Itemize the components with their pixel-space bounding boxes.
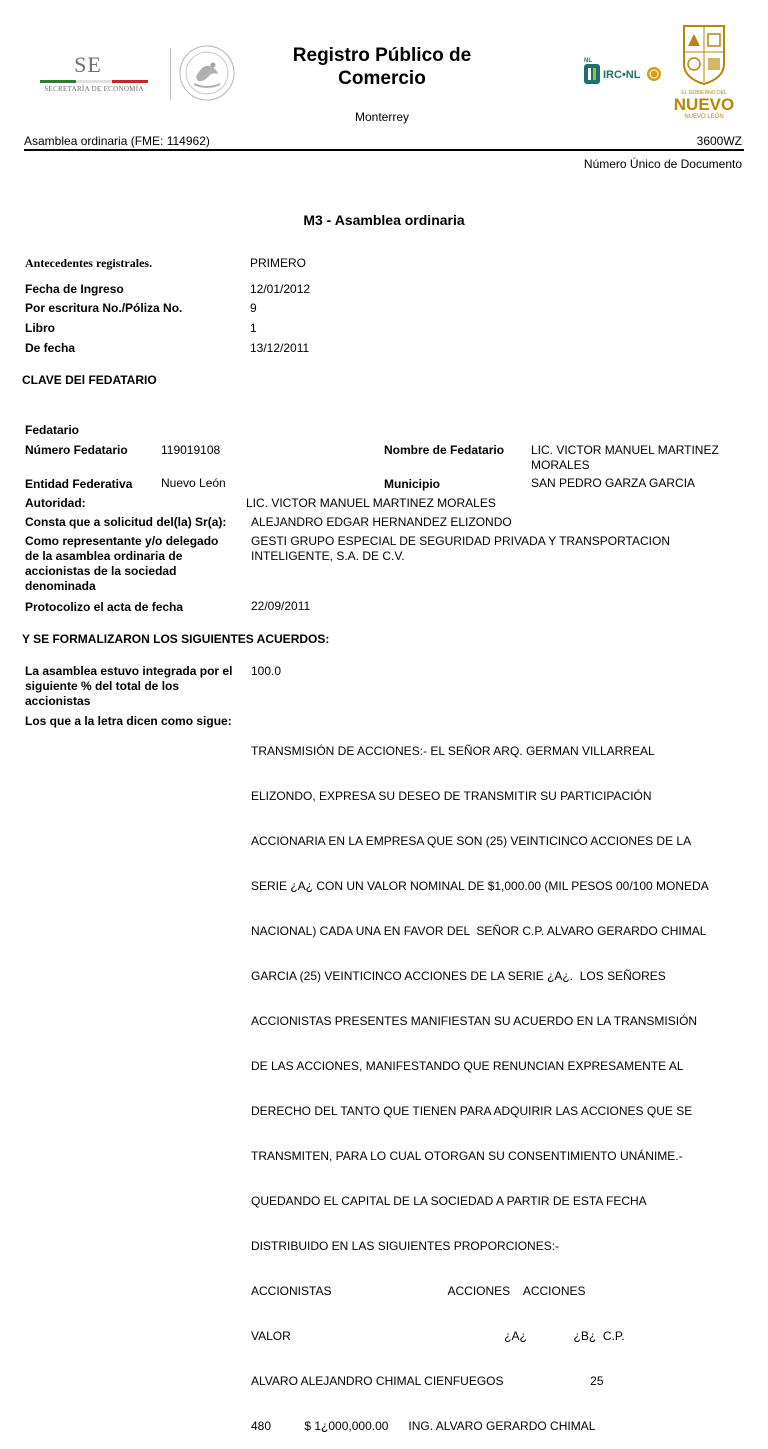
integrada-label-line: siguiente % del total de los — [25, 679, 180, 693]
de-fecha-value: 13/12/2011 — [250, 341, 310, 355]
se-logo-text: SE — [74, 52, 102, 77]
acuerdo-line: DISTRIBUIDO EN LAS SIGUIENTES PROPORCIONES:- — [251, 1239, 560, 1253]
consta-label: Consta que a solicitud del(la) Sr(a): — [25, 515, 227, 529]
autoridad-label: Autoridad: — [25, 496, 86, 510]
acuerdo-line: QUEDANDO EL CAPITAL DE LA SOCIEDAD A PARTIR DE ESTA FECHA — [251, 1194, 647, 1208]
municipio-label: Municipio — [384, 477, 440, 491]
acuerdo-line: TRANSMISIÓN DE ACCIONES:- EL SEÑOR ARQ. GERMAN VILLARREAL — [251, 744, 655, 758]
fecha-ingreso-label: Fecha de Ingreso — [25, 282, 124, 296]
acuerdo-line: ALVARO ALEJANDRO CHIMAL CIENFUEGOS 25 — [251, 1374, 604, 1388]
numero-fedatario-value: 119019108 — [161, 443, 221, 457]
se-logo-stripe — [40, 80, 148, 83]
acuerdo-line: GARCIA (25) VEINTICINCO ACCIONES DE LA SERIE ¿A¿. LOS SEÑORES — [251, 969, 666, 983]
se-logo-subtext: SECRETARÍA DE ECONOMÍA — [44, 85, 144, 93]
integrada-label — [25, 664, 232, 709]
page-title — [262, 44, 502, 90]
city-label: Monterrey — [354, 110, 410, 124]
irc-nl-logo — [584, 54, 664, 88]
acuerdo-line: DE LAS ACCIONES, MANIFESTANDO QUE RENUNCIAN EXPRESAMENTE AL — [251, 1059, 684, 1073]
integrada-label-line: La asamblea estuvo integrada por el — [25, 664, 233, 678]
acuerdo-line: NACIONAL) CADA UNA EN FAVOR DEL SEÑOR C.P. ALVARO GERARDO CHIMAL — [251, 924, 707, 938]
se-logo — [38, 52, 158, 102]
antecedentes-label: Antecedentes registrales. — [25, 256, 153, 270]
mexico-seal-icon — [176, 44, 238, 102]
entidad-label: Entidad Federativa — [25, 477, 133, 491]
acuerdo-line: SERIE ¿A¿ CON UN VALOR NOMINAL DE $1,000.00 (MIL PESOS 00/100 MONEDA — [251, 879, 709, 893]
escritura-label: Por escritura No./Póliza No. — [25, 301, 183, 315]
irc-prefix: NL — [584, 58, 592, 64]
acuerdos-heading: Y SE FORMALIZARON LOS SIGUIENTES ACUERDOS: — [22, 632, 330, 646]
header-rule — [24, 149, 744, 151]
acuerdo-line: DERECHO DEL TANTO QUE TIENEN PARA ADQUIRIR LAS ACCIONES QUE SE — [251, 1104, 693, 1118]
protocolizo-value: 22/09/2011 — [251, 599, 311, 613]
representante-label — [25, 534, 218, 594]
title-line-1: Registro Público de — [292, 45, 472, 66]
nl-bottom-text: NUEVO LEÓN — [684, 114, 724, 120]
clave-fedatario-label: CLAVE DEl FEDATARIO — [22, 373, 157, 387]
representante-label-line: de la asamblea ordinaria de — [25, 549, 183, 563]
document-number: 3600WZ — [696, 134, 742, 148]
nombre-fedatario-label: Nombre de Fedatario — [384, 443, 505, 457]
representante-label-line: denominada — [25, 579, 96, 593]
fecha-ingreso-value: 12/01/2012 — [250, 282, 311, 296]
document-type: Asamblea ordinaria (FME: 114962) — [24, 134, 210, 148]
title-line-2: Comercio — [338, 68, 426, 89]
representante-value-line: GESTI GRUPO ESPECIAL DE SEGURIDAD PRIVADA Y TRANSPORTACION — [251, 534, 670, 548]
acuerdo-line: TRANSMITEN, PARA LO CUAL OTORGAN SU CONSENTIMIENTO UNÁNIME.- — [251, 1149, 683, 1163]
autoridad-value: LIC. VICTOR MANUEL MARTINEZ MORALES — [246, 496, 496, 510]
irc-text: IRC•NL — [603, 69, 641, 81]
acuerdo-text — [251, 714, 741, 1449]
nuevo-leon-logo — [660, 24, 748, 120]
integrada-value: 100.0 — [251, 664, 282, 678]
protocolizo-label: Protocolizo el acta de fecha — [25, 600, 184, 614]
acuerdo-line: ACCIONISTAS PRESENTES MANIFIESTAN SU ACUERDO EN LA TRANSMISIÓN — [251, 1014, 698, 1028]
acuerdo-line: ACCIONARIA EN LA EMPRESA QUE SON (25) VEINTICINCO ACCIONES DE LA — [251, 834, 692, 848]
representante-value — [251, 534, 670, 564]
representante-label-line: Como representante y/o delegado — [25, 534, 219, 548]
acuerdo-line: ACCIONISTAS ACCIONES ACCIONES — [251, 1284, 586, 1298]
numero-fedatario-label: Número Fedatario — [25, 443, 128, 457]
nombre-fedatario-value-2: MORALES — [531, 458, 590, 472]
document-number-caption: Número Único de Documento — [583, 157, 742, 171]
acuerdo-line: VALOR ¿A¿ ¿B¿ C.P. — [251, 1329, 625, 1343]
antecedentes-value: PRIMERO — [250, 256, 307, 270]
consta-value: ALEJANDRO EDGAR HERNANDEZ ELIZONDO — [251, 515, 512, 529]
libro-label: Libro — [25, 321, 55, 335]
representante-value-line: INTELIGENTE, S.A. DE C.V. — [251, 549, 405, 563]
document-title: M3 - Asamblea ordinaria — [303, 212, 465, 228]
acuerdo-line: ELIZONDO, EXPRESA SU DESEO DE TRANSMITIR SU PARTICIPACIÓN — [251, 789, 652, 803]
logo-divider — [170, 48, 171, 100]
representante-label-line: accionistas de la sociedad — [25, 564, 177, 578]
municipio-value: SAN PEDRO GARZA GARCIA — [531, 476, 696, 490]
acuerdo-line: 480 $ 1¿000,000.00 ING. ALVARO GERARDO CHIMAL — [251, 1419, 596, 1433]
nl-small-text: EL GOBIERNO DEL — [681, 90, 727, 96]
de-fecha-label: De fecha — [25, 341, 76, 355]
letra-label: Los que a la letra dicen como sigue: — [25, 714, 232, 728]
fedatario-section-label: Fedatario — [25, 423, 80, 437]
integrada-label-line: accionistas — [25, 694, 91, 708]
escritura-value: 9 — [250, 301, 257, 315]
libro-value: 1 — [250, 321, 257, 335]
nl-big-text: NUEVO — [673, 95, 735, 114]
entidad-value: Nuevo León — [161, 476, 226, 490]
nombre-fedatario-value-1: LIC. VICTOR MANUEL MARTINEZ — [531, 443, 719, 457]
